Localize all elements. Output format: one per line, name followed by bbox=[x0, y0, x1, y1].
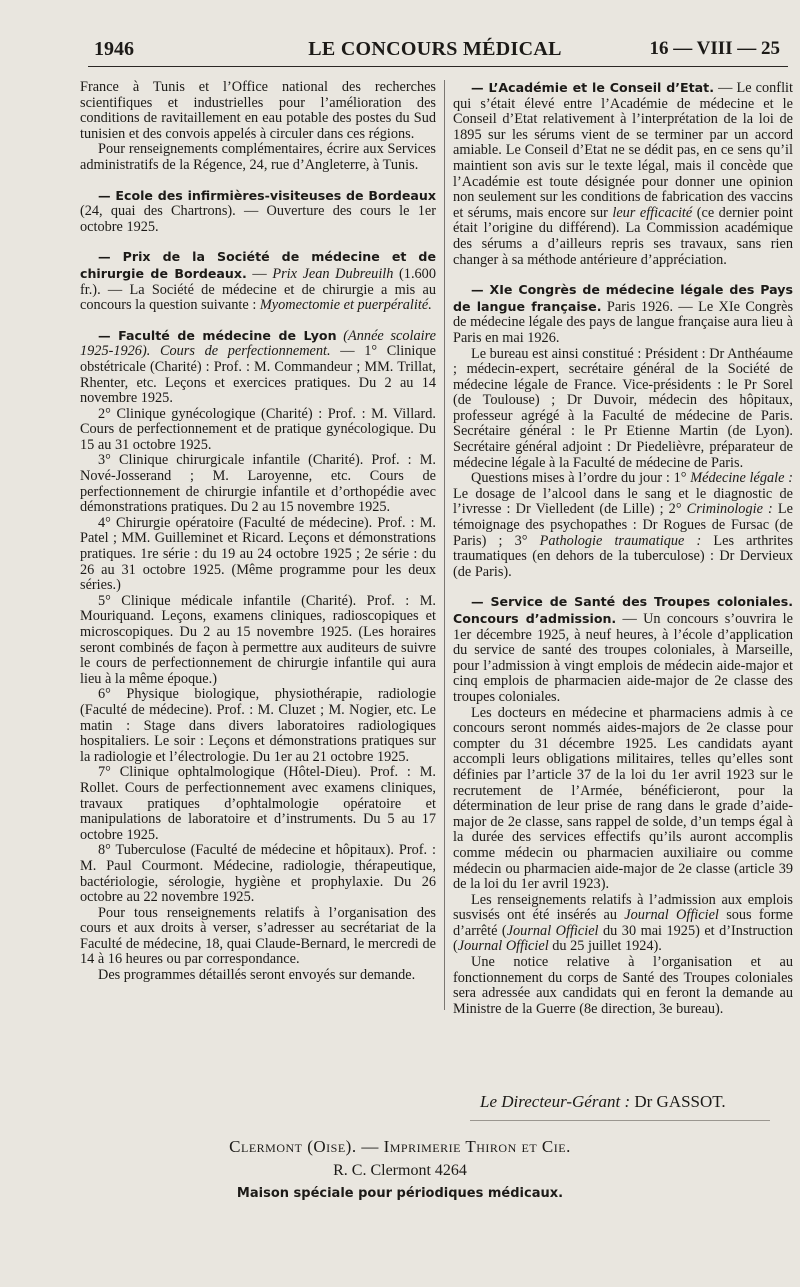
course-item: 4° Chirurgie opératoire (Faculté de médecine). Prof. : M. Patel ; MM. Guilleminet et Ricard. Leçons et démonstrations pratiques. 1re série : du 19 au 24 octobre 1925 ; 2e série : du 26 au 31 octobre 1925. (Même programme pour les deux séries.) bbox=[80, 514, 436, 594]
congres-section: — XIe Congrès de médecine légale des Pays de langue française. Paris 1926. — Le XIe Congrès de médecine légale des pays de langue française aura lieu à Paris en mai 1926. bbox=[453, 282, 794, 346]
right-column bbox=[453, 80, 793, 1017]
header-rule bbox=[88, 66, 788, 67]
issue-number: 16 — VIII — 25 bbox=[649, 38, 780, 59]
course-info: Pour tous renseignements relatifs à l’organisation des cours et aux droits à verser, s’adresser au secrétariat de la Faculté de médecine, 18, quai Claude-Bernard, le mercredi de 14 à 16 heures ou par correspondance. bbox=[80, 904, 436, 968]
congres-bureau: Le bureau est ainsi constitué : Président : Dr Anthéaume ; médecin-expert, secrétaire général de la Société de médecine légale de France. Vice-présidents : le Pr Sorel (de Toulouse) ; Dr Duvoir, médecin des hôpitaux, professeur agrégé à la Faculté de médecine de Paris. Secrétaire général : le Pr Etienne Martin (de Lyon). Secrétaire général adjoint : Dr Piedelièvre, préparateur de médecine légale à la Faculté de médecine de Paris. bbox=[453, 345, 793, 471]
printer-line: Clermont (Oise). — Imprimerie Thiron et Cie. bbox=[229, 1137, 571, 1156]
tunis-paragraph: France à Tunis et l’Office national des recherches scientifiques et industrielles pour l’amélioration des conditions de ravitaillement en eau potable des postes du Sud tunisien et des convois appelés à circuler dans ces régions. bbox=[80, 79, 436, 142]
course-programs: Des programmes détaillés seront envoyés sur demande. bbox=[98, 967, 416, 984]
sante-renseignements: Les renseignements relatifs à l’admission aux emplois susvisés ont été insérés au Journal Officiel sous forme d’arrêté (Journal Officiel du 30 mai 1925) et d’Instruction (Journal Officiel du 25 juillet 1924). bbox=[453, 891, 794, 955]
academie-section: — L’Académie et le Conseil d’Etat. — Le conflit qui s’était élevé entre l’Académie de médecine et le Conseil d’Etat relativement à l’interprétation de la loi de 1895 sur les sérums vient de se terminer par un accord amiable. Le Conseil d’Etat ne se dédit pas, en ce sens qu’il maintient son avis sur le texte légal, mais il concède que l’Académie est toute désignée pour donner une opinion non seulement sur les conditions de fabrication des vaccins et sérums, mais encore sur leur efficacité (ce dernier point était l’origine du différend). La Commission académique des sérums a d’ailleurs repris ses travaux, sans rien changer à sa méthode antérieure d’appréciation. bbox=[453, 80, 794, 268]
left-column bbox=[80, 80, 436, 984]
sante-notice: Une notice relative à l’organisation et au fonctionnement du corps de Santé des Troupes coloniales sera adressée aux candidats qui en feront la demande au Ministre de la Guerre (8e direction, 3e bureau). bbox=[453, 954, 793, 1017]
sante-docteurs: Les docteurs en médecine et pharmaciens admis à ce concours seront nommés aides-majors de 2e classe pour compter du 31 décembre 1925. Les candidats ayant accompli leurs obligations militaires, telles qu’elles sont définies par l’article 37 de la loi du 1er avril 1923 sur le recrutement de l’Armée, bénéficieront, pour la détermination de leur prise de rang dans le grade d’aide-major de 2e classe, sans rappel de solde, d’un temps égal à la durée des services effectifs qu’ils auront accomplis comme médecin ou pharmacien auxiliaire ou comme médecin ou pharmacien aide-major de 2e classe (article 39 de la loi du 1er avril 1923). bbox=[453, 704, 793, 893]
maison-line: Maison spéciale pour périodiques médicaux. bbox=[236, 1186, 564, 1201]
congres-questions: Questions mises à l’ordre du jour : 1° Médecine légale : Le dosage de l’alcool dans le sang et le diagnostic de l’ivresse : Dr Vielledent (de Lille) ; 2° Criminologie : Le témoignage des psychopathes : Dr Rogues de Fursac (de Paris) ; 3° Pathologie traumatique : Les arthrites traumatiques (en dehors de la tuberculose) : Dr Dervieux (de Paris). bbox=[453, 470, 794, 580]
tunis-info-paragraph: Pour renseignements complémentaires, écrire aux Services administratifs de la Régence, 24, rue d’Angleterre, à Tunis. bbox=[80, 141, 436, 173]
bordeaux-prize-section: — Prix de la Société de médecine et de chirurgie de Bordeaux. — Prix Jean Dubreuilh (1.600 fr.). — La Société de médecine et de chirurgie a mis au concours la question suivante : Myomectomie et puerpéralité. bbox=[80, 249, 436, 314]
column-divider bbox=[444, 80, 445, 1010]
lyon-faculty-title: — Faculté de médecine de Lyon bbox=[98, 327, 337, 343]
bordeaux-nurses-title: — Ecole des infirmières-visiteuses de Bordeaux bbox=[98, 187, 436, 203]
page-header bbox=[90, 38, 780, 64]
course-item: 6° Physique biologique, physiothérapie, radiologie (Faculté de médecine). Prof. : M. Cluzet ; M. Nogier, etc. Le matin : Stage dans divers laboratoires radiologiques hospitaliers. Le soir : Leçons et démonstrations pratiques sur la radiologie et l’électrologie. Du 1er au 21 octobre 1925. bbox=[80, 686, 436, 765]
director-name: Dr GASSOT. bbox=[634, 1092, 726, 1111]
academie-title: — L’Académie et le Conseil d’Etat. bbox=[471, 80, 714, 95]
sante-coloniale-section: — Service de Santé des Troupes coloniales. Concours d’admission. — Un concours s’ouvrira le 1er décembre 1925, à neuf heures, à l’école d’application du service de santé des troupes coloniales, à Marseille, pour l’admission à vingt emplois de médecin aide-major et cinq emplois de pharmacien aide-major de 2e classe des troupes coloniales. bbox=[453, 594, 793, 705]
lyon-faculty-section: — Faculté de médecine de Lyon (Année scolaire 1925-1926). Cours de perfectionnement. — 1° Clinique obstétricale (Charité) : Prof. : M. Commandeur ; MM. Trillat, Rhenter, etc. Leçons et exercices pratiques. Du 2 au 14 novembre 1925. bbox=[80, 327, 437, 407]
course-item: 2° Clinique gynécologique (Charité) : Prof. : M. Villard. Cours de perfectionnement et de pratique gynécologique. Du 15 au 31 octobre 1925. bbox=[80, 405, 436, 453]
sante-coloniale-title: — Service de Santé des Troupes coloniales. Concours d’admission. bbox=[453, 594, 793, 626]
director-signature: Le Directeur-Gérant : Dr GASSOT. bbox=[480, 1092, 726, 1111]
bordeaux-nurses-section: — Ecole des infirmières-visiteuses de Bordeaux (24, quai des Chartrons). — Ouverture des cours le 1er octobre 1925. bbox=[80, 187, 436, 235]
footer-rule bbox=[470, 1120, 770, 1121]
course-item: 7° Clinique ophtalmologique (Hôtel-Dieu). Prof. : M. Rollet. Cours de perfectionnement avec examens cliniques, travaux pratiques d’ophtalmologie opératoire et manipulations de laboratoire et d’instruments. Du 5 au 17 octobre 1925. bbox=[80, 764, 436, 843]
bordeaux-prize-title: — Prix de la Société de médecine et de chirurgie de Bordeaux. bbox=[80, 249, 436, 281]
congres-title: — XIe Congrès de médecine légale des Pays de langue française. bbox=[453, 282, 793, 314]
course-item: 5° Clinique médicale infantile (Charité). Prof. : M. Mouriquand. Leçons, examens cliniques, radioscopiques et microscopiques. Du 2 au 15 novembre 1925. (Les horaires seront combinés de façon à permettre aux auditeurs de suivre le cours de perfectionnement de chirurgie infantile qui aura lieu à la même époque.) bbox=[80, 592, 436, 687]
registry-line: R. C. Clermont 4264 bbox=[333, 1162, 467, 1179]
journal-title: LE CONCOURS MÉDICAL bbox=[308, 38, 562, 60]
course-item: 8° Tuberculose (Faculté de médecine et hôpitaux). Prof. : M. Paul Courmont. Médecine, radiologie, thérapeutique, bactériologie, sérologie, hygiène et prophylaxie. Du 26 octobre au 22 novembre 1925. bbox=[80, 842, 436, 906]
page-year: 1946 bbox=[94, 38, 134, 60]
course-item: 3° Clinique chirurgicale infantile (Charité). Prof. : M. Nové-Josserand ; M. Laroyenne, etc. Cours de perfectionnement de chirurgie infantile et d’orthopédie avec démonstrations pratiques. Du 2 au 15 novembre 1925. bbox=[80, 452, 436, 516]
